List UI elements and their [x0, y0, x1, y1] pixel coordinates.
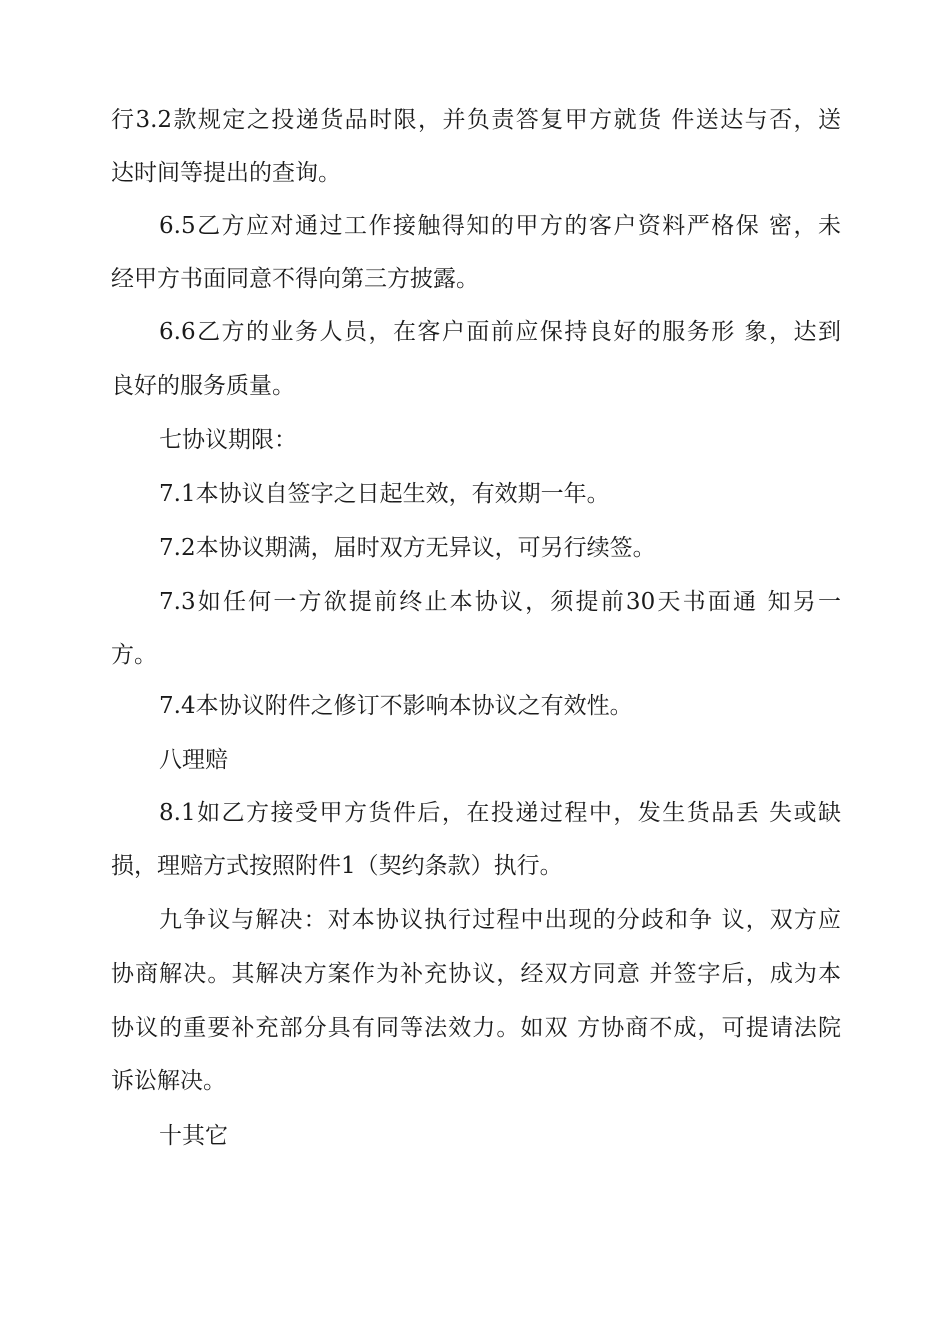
section-heading: 十其它: [159, 1123, 228, 1149]
section-heading: 七协议期限：: [159, 427, 297, 453]
paragraph-line: 6.6乙方的业务人员，在客户面前应保持良好的服务形 象，达到: [159, 319, 841, 345]
paragraph-line: 协商解决。其解决方案作为补充协议，经双方同意 并签字后，成为本: [111, 961, 841, 987]
paragraph-line: 诉讼解决。: [111, 1068, 226, 1094]
paragraph-line: 协议的重要补充部分具有同等法效力。如双 方协商不成，可提请法院: [111, 1015, 841, 1041]
paragraph-line: 损，理赔方式按照附件1（契约条款）执行。: [111, 853, 563, 879]
paragraph-line: 7.2本协议期满，届时双方无异议，可另行续签。: [159, 535, 656, 561]
paragraph-line: 行3.2款规定之投递货品时限，并负责答复甲方就货 件送达与否，送: [111, 107, 841, 133]
paragraph-line: 九争议与解决：对本协议执行过程中出现的分歧和争 议，双方应: [159, 907, 841, 933]
paragraph-line: 达时间等提出的查询。: [111, 160, 341, 186]
section-heading: 八理赔: [159, 747, 228, 773]
paragraph-line: 7.4本协议附件之修订不影响本协议之有效性。: [159, 693, 633, 719]
paragraph-line: 8.1如乙方接受甲方货件后，在投递过程中，发生货品丢 失或缺: [159, 800, 841, 826]
paragraph-line: 经甲方书面同意不得向第三方披露。: [111, 266, 479, 292]
paragraph-line: 7.3如任何一方欲提前终止本协议，须提前30天书面通 知另一: [159, 589, 841, 615]
paragraph-line: 良好的服务质量。: [111, 373, 295, 399]
paragraph-line: 6.5乙方应对通过工作接触得知的甲方的客户资料严格保 密，未: [159, 213, 841, 239]
paragraph-line: 7.1本协议自签字之日起生效，有效期一年。: [159, 481, 610, 507]
paragraph-line: 方。: [111, 642, 157, 668]
